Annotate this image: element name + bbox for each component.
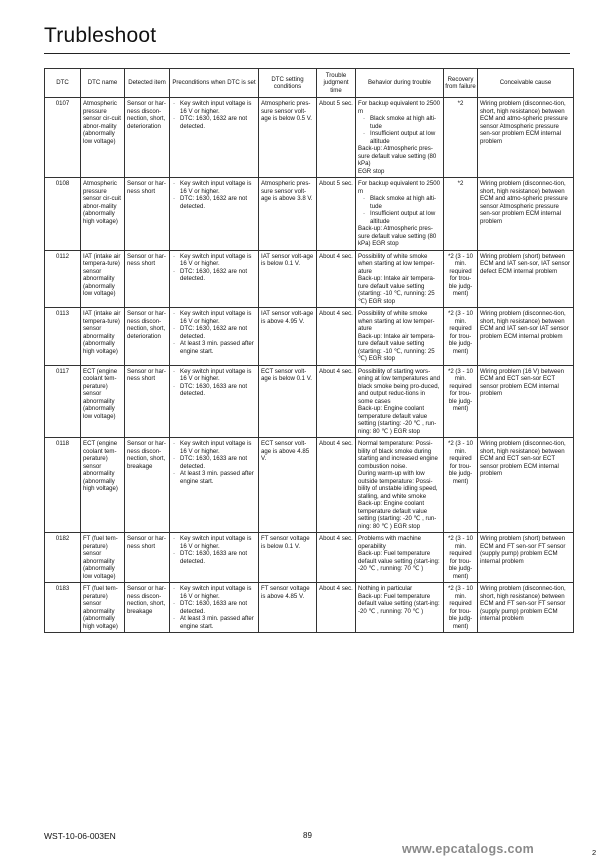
behavior-line: EGR stop — [358, 167, 385, 175]
behavior-line: Back-up: Intake air tempera-ture default value setting (starting: -10 ℃, running: 25 ℃) EGR stop — [358, 332, 435, 362]
header-judgment-time: Trouble judgment time — [317, 69, 356, 98]
page-title: Trubleshoot — [44, 24, 157, 47]
behavior-cell — [356, 438, 444, 533]
precondition-item: · DTC: 1630, 1632 are not detected. — [172, 195, 256, 210]
behavior-line: Normal temperature: Possi-bility of black smoke during starting and increased engine combustion noise. — [358, 440, 438, 470]
judgment-time-cell: About 4 sec. — [317, 308, 356, 366]
cause-cell: Wiring problem (short) between ECM and IAT sen-sor, IAT sensor defect ECM internal problem — [478, 250, 574, 308]
precondition-item: · DTC: 1630, 1633 are not detected. — [172, 600, 256, 615]
behavior-line: Back-up: Engine coolant temperature default value setting (starting: -20 ℃ , run-ning: 80 ℃ ) EGR stop — [358, 405, 437, 435]
setting-conditions-cell: ECT sensor volt-age is below 0.1 V. — [259, 365, 317, 438]
precondition-item: · DTC: 1630, 1632 are not detected. — [172, 115, 256, 130]
preconditions-list — [172, 310, 256, 355]
dtc-name-cell: Atmospheric pressure sensor cir-cuit abnor-mality (abnormally low voltage) — [81, 98, 125, 178]
behavior-line: Back-up: Intake air tempera-ture default value setting (starting: -10 ℃, running: 25 ℃) EGR stop — [358, 275, 435, 305]
setting-conditions-cell: Atmospheric pres-sure sensor volt-age is below 0.5 V. — [259, 98, 317, 178]
preconditions-cell — [170, 365, 259, 438]
preconditions-cell — [170, 583, 259, 633]
header-preconditions: Preconditions when DTC is set — [170, 69, 259, 98]
recovery-cell: *2 (3 - 10 min. required for trou-ble judg-ment) — [444, 583, 478, 633]
table-body — [45, 98, 574, 633]
table-row — [45, 178, 574, 251]
document-code: WST-10-06-003EN — [44, 831, 116, 841]
setting-conditions-cell: FT sensor voltage is above 4.85 V. — [259, 583, 317, 633]
dtc-name-cell: Atmospheric pressure sensor cir-cuit abnor-mality (abnormally high voltage) — [81, 178, 125, 251]
header-behavior: Behavior during trouble — [356, 69, 444, 98]
precondition-item: · DTC: 1630, 1633 are not detected. — [172, 550, 256, 565]
behavior-line: Problems with machine operability — [358, 535, 421, 550]
precondition-item: · Key switch input voltage is 16 V or higher. — [172, 585, 256, 600]
troubleshoot-table — [44, 68, 574, 633]
dtc-code-cell: 0117 — [45, 365, 81, 438]
preconditions-cell — [170, 308, 259, 366]
precondition-item: · At least 3 min. passed after engine start. — [172, 615, 256, 630]
preconditions-list — [172, 368, 256, 398]
behavior-line: Back-up: Fuel temperature default value setting (start-ing: -20 ℃ , running: 70 ℃ ) — [358, 592, 440, 615]
behavior-line: Back-up: Engine coolant temperature default value setting (starting: -20 ℃ , run-ning: 80 ℃ ) EGR stop — [358, 500, 437, 530]
recovery-cell: *2 (3 - 10 min. required for trou-ble judg-ment) — [444, 365, 478, 438]
dtc-code-cell: 0182 — [45, 533, 81, 583]
judgment-time-cell: About 5 sec. — [317, 98, 356, 178]
behavior-cell — [356, 178, 444, 251]
detected-item-cell: Sensor or har-ness discon-nection, short, breakage — [125, 583, 170, 633]
recovery-cell: *2 — [444, 178, 478, 251]
recovery-cell: *2 (3 - 10 min. required for trou-ble judg-ment) — [444, 438, 478, 533]
behavior-cell — [356, 533, 444, 583]
dtc-code-cell: 0108 — [45, 178, 81, 251]
behavior-line: · Black smoke at high alti-tude — [358, 115, 441, 130]
behavior-line: Nothing in particular — [358, 585, 413, 592]
judgment-time-cell: About 4 sec. — [317, 365, 356, 438]
cause-cell: Wiring problem (disconnec-tion, short, high resistance) between ECM and IAT sen-sor IAT sensor problem ECM internal problem — [478, 308, 574, 366]
cause-cell: Wiring problem (disconnec-tion, short, high resistance) between ECM and atmo-spheric pressure sensor Atmospheric pressure sen-sor problem ECM internal problem — [478, 98, 574, 178]
preconditions-cell — [170, 250, 259, 308]
preconditions-list — [172, 585, 256, 630]
cause-cell: Wiring problem (16 V) between ECM and ECT sen-sor ECT sensor problem ECM internal problem — [478, 365, 574, 438]
dtc-code-cell: 0112 — [45, 250, 81, 308]
behavior-line: · Black smoke at high alti-tude — [358, 195, 441, 210]
preconditions-cell — [170, 438, 259, 533]
dtc-name-cell: ECT (engine coolant tem-perature) sensor abnormality (abnormally high voltage) — [81, 438, 125, 533]
dtc-code-cell: 0107 — [45, 98, 81, 178]
side-number: 2 — [592, 848, 597, 857]
dtc-name-cell: IAT (intake air tempera-ture) sensor abnormality (abnormally high voltage) — [81, 308, 125, 366]
precondition-item: · At least 3 min. passed after engine start. — [172, 470, 256, 485]
precondition-item: · Key switch input voltage is 16 V or higher. — [172, 368, 256, 383]
behavior-line: Possibility of starting wors-ening at low temperatures and black smoke being pro-duced, and output reduc-tions in some cases — [358, 367, 440, 405]
header-detected-item: Detected item — [125, 69, 170, 98]
behavior-cell — [356, 250, 444, 308]
setting-conditions-cell: Atmospheric pres-sure sensor volt-age is above 3.8 V. — [259, 178, 317, 251]
behavior-line: During warm-up with low outside temperature: Possi-bility of unstable idling speed, stalling, and white smoke — [358, 470, 438, 500]
precondition-item: · Key switch input voltage is 16 V or higher. — [172, 180, 256, 195]
table-row — [45, 308, 574, 366]
preconditions-cell — [170, 533, 259, 583]
dtc-name-cell: ECT (engine coolant tem-perature) sensor abnormality (abnormally low voltage) — [81, 365, 125, 438]
detected-item-cell: Sensor or har-ness short — [125, 250, 170, 308]
dtc-code-cell: 0113 — [45, 308, 81, 366]
precondition-item: · Key switch input voltage is 16 V or higher. — [172, 440, 256, 455]
preconditions-cell — [170, 98, 259, 178]
table-row — [45, 583, 574, 633]
precondition-item: · DTC: 1630, 1632 are not detected. — [172, 268, 256, 283]
preconditions-list — [172, 100, 256, 130]
judgment-time-cell: About 4 sec. — [317, 250, 356, 308]
detected-item-cell: Sensor or har-ness short — [125, 365, 170, 438]
preconditions-list — [172, 440, 256, 485]
setting-conditions-cell: IAT sensor volt-age is above 4.95 V. — [259, 308, 317, 366]
detected-item-cell: Sensor or har-ness short — [125, 178, 170, 251]
dtc-name-cell: IAT (intake air tempera-ture) sensor abnormality (abnormally low voltage) — [81, 250, 125, 308]
dtc-name-cell: FT (fuel tem-perature) sensor abnormality (abnormally low voltage) — [81, 533, 125, 583]
precondition-item: · Key switch input voltage is 16 V or higher. — [172, 100, 256, 115]
judgment-time-cell: About 4 sec. — [317, 438, 356, 533]
precondition-item: · DTC: 1630, 1633 are not detected. — [172, 383, 256, 398]
recovery-cell: *2 — [444, 98, 478, 178]
setting-conditions-cell: FT sensor voltage is below 0.1 V. — [259, 533, 317, 583]
cause-cell: Wiring problem (disconnec-tion, short, high resistance) between ECM and ECT sen-sor ECT sensor problem ECM internal problem — [478, 438, 574, 533]
preconditions-list — [172, 535, 256, 565]
page-number: 89 — [303, 831, 312, 840]
table-row — [45, 250, 574, 308]
header-recovery: Recovery from failure — [444, 69, 478, 98]
precondition-item: · Key switch input voltage is 16 V or higher. — [172, 535, 256, 550]
title-rule — [44, 53, 570, 54]
judgment-time-cell: About 5 sec. — [317, 178, 356, 251]
setting-conditions-cell: ECT sensor volt-age is above 4.85 V. — [259, 438, 317, 533]
judgment-time-cell: About 4 sec. — [317, 533, 356, 583]
dtc-name-cell: FT (fuel tem-perature) sensor abnormality (abnormally high voltage) — [81, 583, 125, 633]
setting-conditions-cell: IAT sensor volt-age is below 0.1 V. — [259, 250, 317, 308]
cause-cell: Wiring problem (disconnec-tion, short, high resistance) between ECM and FT sen-sor FT sensor (supply pump) problem ECM internal problem — [478, 583, 574, 633]
behavior-line: Possibility of white smoke when starting at low temper-ature — [358, 252, 435, 275]
header-setting-conditions: DTC setting conditions — [259, 69, 317, 98]
watermark: www.epcatalogs.com — [402, 842, 535, 856]
recovery-cell: *2 (3 - 10 min. required for trou-ble judg-ment) — [444, 308, 478, 366]
preconditions-list — [172, 253, 256, 283]
dtc-code-cell: 0118 — [45, 438, 81, 533]
header-dtc-name: DTC name — [81, 69, 125, 98]
precondition-item: · At least 3 min. passed after engine start. — [172, 340, 256, 355]
detected-item-cell: Sensor or har-ness short — [125, 533, 170, 583]
behavior-cell — [356, 365, 444, 438]
behavior-line: Back-up: Atmospheric pres-sure default value setting (80 kPa) — [358, 145, 437, 167]
behavior-line: Back-up: Atmospheric pres-sure default value setting (80 kPa) EGR stop — [358, 225, 437, 247]
recovery-cell: *2 (3 - 10 min. required for trou-ble judg-ment) — [444, 250, 478, 308]
behavior-line: · Insufficient output at low altitude — [358, 130, 441, 145]
behavior-cell — [356, 583, 444, 633]
table-row — [45, 533, 574, 583]
behavior-line: Possibility of white smoke when starting at low temper-ature — [358, 310, 435, 332]
table-row — [45, 438, 574, 533]
header-cause: Conceivable cause — [478, 69, 574, 98]
cause-cell: Wiring problem (disconnec-tion, short, high resistance) between ECM and atmo-spheric pressure sensor Atmospheric pressure sen-sor problem ECM internal problem — [478, 178, 574, 251]
behavior-line: Back-up: Fuel temperature default value setting (start-ing: -20 ℃ , running: 70 ℃ ) — [358, 550, 440, 572]
precondition-item: · DTC: 1630, 1632 are not detected. — [172, 325, 256, 340]
dtc-code-cell: 0183 — [45, 583, 81, 633]
precondition-item: · Key switch input voltage is 16 V or higher. — [172, 310, 256, 325]
behavior-line: · Insufficient output at low altitude — [358, 210, 441, 225]
detected-item-cell: Sensor or har-ness discon-nection, short, breakage — [125, 438, 170, 533]
recovery-cell: *2 (3 - 10 min. required for trou-ble judg-ment) — [444, 533, 478, 583]
precondition-item: · Key switch input voltage is 16 V or higher. — [172, 253, 256, 268]
judgment-time-cell: About 4 sec. — [317, 583, 356, 633]
precondition-item: · DTC: 1630, 1633 are not detected. — [172, 455, 256, 470]
preconditions-list — [172, 180, 256, 210]
detected-item-cell: Sensor or har-ness discon-nection, short, deterioration — [125, 308, 170, 366]
table-header-row — [45, 69, 574, 98]
preconditions-cell — [170, 178, 259, 251]
behavior-line: For backup equivalent to 2500 m — [358, 180, 440, 195]
behavior-cell — [356, 308, 444, 366]
header-dtc: DTC — [45, 69, 81, 98]
behavior-cell — [356, 98, 444, 178]
behavior-line: For backup equivalent to 2500 m — [358, 100, 440, 115]
table-row — [45, 365, 574, 438]
table-row — [45, 98, 574, 178]
cause-cell: Wiring problem (short) between ECM and FT sen-sor FT sensor (supply pump) problem ECM internal problem — [478, 533, 574, 583]
detected-item-cell: Sensor or har-ness discon-nection, short, deterioration — [125, 98, 170, 178]
